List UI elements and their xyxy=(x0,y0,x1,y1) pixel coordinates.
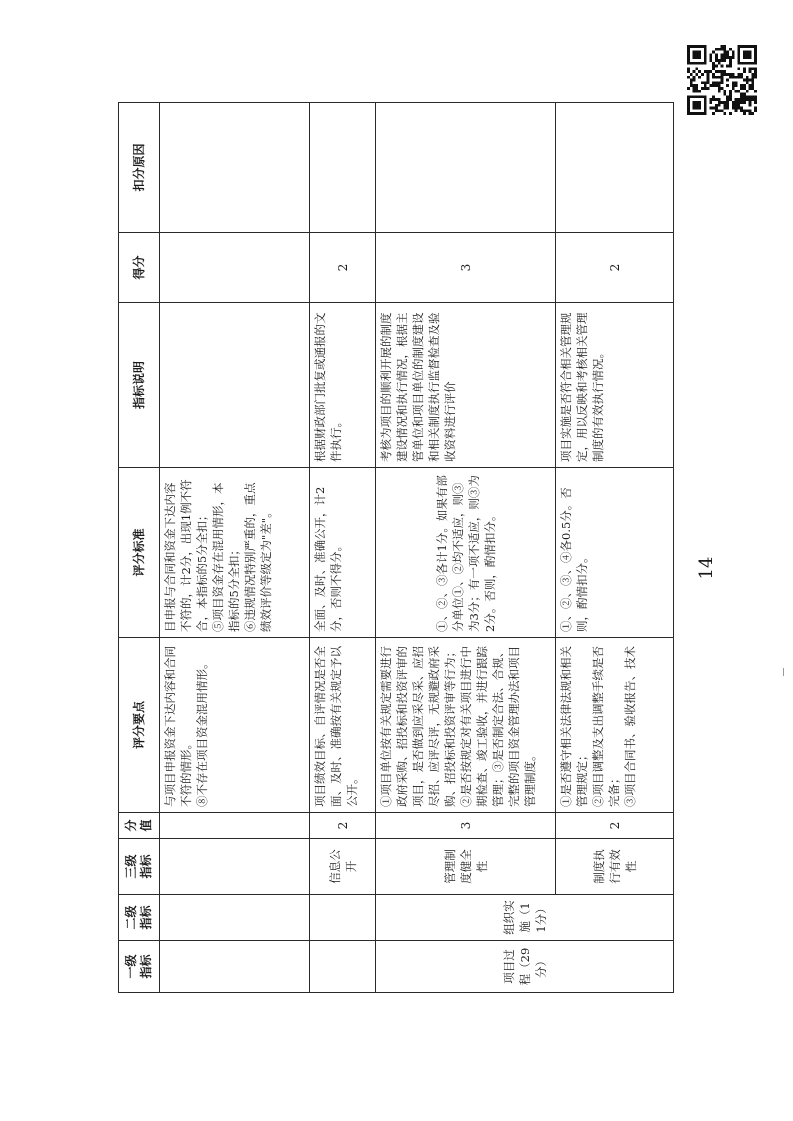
table-row xyxy=(310,103,376,993)
qr-code-icon xyxy=(687,45,757,115)
cell-level3 xyxy=(160,839,310,895)
header-scoring-criteria: 评分标准 xyxy=(119,468,160,638)
cell-indicator-description xyxy=(160,303,310,468)
cell-level1: 项目过程（29分） xyxy=(376,941,674,993)
cell-scoring-points: ①是否遵守相关法律法规和相关管理规定； ②项目调整及支出调整手续是否完备； ③项目合同书、验收报告、技术 xyxy=(556,638,674,813)
cell-deduction-reason xyxy=(556,103,674,233)
cell-score-obtained: 2 xyxy=(556,233,674,303)
cell-score-obtained: 2 xyxy=(310,233,376,303)
margin-mark xyxy=(783,668,784,676)
header-score-obtained: 得分 xyxy=(119,233,160,303)
cell-level3: 管理制度健全性 xyxy=(376,839,556,895)
table-header-row xyxy=(119,103,160,993)
table-row xyxy=(160,103,310,993)
cell-deduction-reason xyxy=(310,103,376,233)
cell-level1 xyxy=(310,941,376,993)
cell-level2: 组织实施（11分） xyxy=(376,895,674,941)
header-indicator-description: 指标说明 xyxy=(119,303,160,468)
cell-level2 xyxy=(160,895,310,941)
table-row xyxy=(556,103,674,993)
cell-level2 xyxy=(310,895,376,941)
cell-indicator-description: 根据财政部门批复或通报的文件执行。 xyxy=(310,303,376,468)
cell-scoring-points: 项目绩效目标、自评情况是否全面、及时、准确按有关规定予以公开。 xyxy=(310,638,376,813)
cell-indicator-description: 项目实施是否符合相关管理规定，用以反映和考核相关管理制度的有效执行情况。 xyxy=(556,303,674,468)
cell-score-value: 2 xyxy=(310,813,376,839)
cell-score-value: 2 xyxy=(556,813,674,839)
page-number: 14 xyxy=(696,556,717,580)
cell-scoring-points: 与项目申报资金下达内容和合同不符的情形。 ⑧不存在项目资金混用情形。 xyxy=(160,638,310,813)
cell-scoring-criteria: 全面、及时、准确公开，计2分，否则不得分。 xyxy=(310,468,376,638)
header-level1-indicator: 一级 指标 xyxy=(119,941,160,993)
cell-level1 xyxy=(160,941,310,993)
evaluation-table xyxy=(118,102,674,993)
cell-score-value xyxy=(160,813,310,839)
cell-deduction-reason xyxy=(160,103,310,233)
table-row xyxy=(376,103,556,993)
cell-scoring-points: ①项目单位按有关规定需要进行政府采购、招投标和投资评审的项目，是否做到应采尽采、应招尽招、应评尽评，无规避政府采购、招投标和投资评审等行为； ②是否按规定对有关项目进行中期检查、竣工验收，并进行跟踪管理；③是否制定合法、合规、完整的项目资金管理办法和项目管理制度。 xyxy=(376,638,556,813)
rotated-table-container xyxy=(118,103,668,993)
cell-score-obtained xyxy=(160,233,310,303)
cell-indicator-description: 考核为项目的顺利开展的制度建设情况和执行情况，根据主管单位和项目单位的制度建设和相关制度执行监督检查及验收资料进行评价 xyxy=(376,303,556,468)
cell-level3: 信息公开 xyxy=(310,839,376,895)
cell-score-obtained: 3 xyxy=(376,233,556,303)
header-deduction-reason: 扣分原因 xyxy=(119,103,160,233)
cell-scoring-criteria: ①、②、③各计1分。如果有部分单位①、②均不适应，则③为3分；有一项不适应，则③为2分。否则，酌情扣分。 xyxy=(376,468,556,638)
header-level2-indicator: 二级 指标 xyxy=(119,895,160,941)
header-scoring-points: 评分要点 xyxy=(119,638,160,813)
cell-deduction-reason xyxy=(376,103,556,233)
header-level3-indicator: 三级 指标 xyxy=(119,839,160,895)
cell-scoring-criteria: ①、②、③、④各0.5分。否则，酌情扣分。 xyxy=(556,468,674,638)
cell-score-value: 3 xyxy=(376,813,556,839)
cell-scoring-criteria: 目申报与合同和资金下达内容不符的，计2分，出现1例不符合，本指标的5分全扣； ⑤项目资金存在混用情形，本指标的5分全扣； ⑥违规情况特别严重的，重点绩效评价等级定为"差"。 xyxy=(160,468,310,638)
header-score-value: 分 值 xyxy=(119,813,160,839)
cell-level3: 制度执行有效性 xyxy=(556,839,674,895)
